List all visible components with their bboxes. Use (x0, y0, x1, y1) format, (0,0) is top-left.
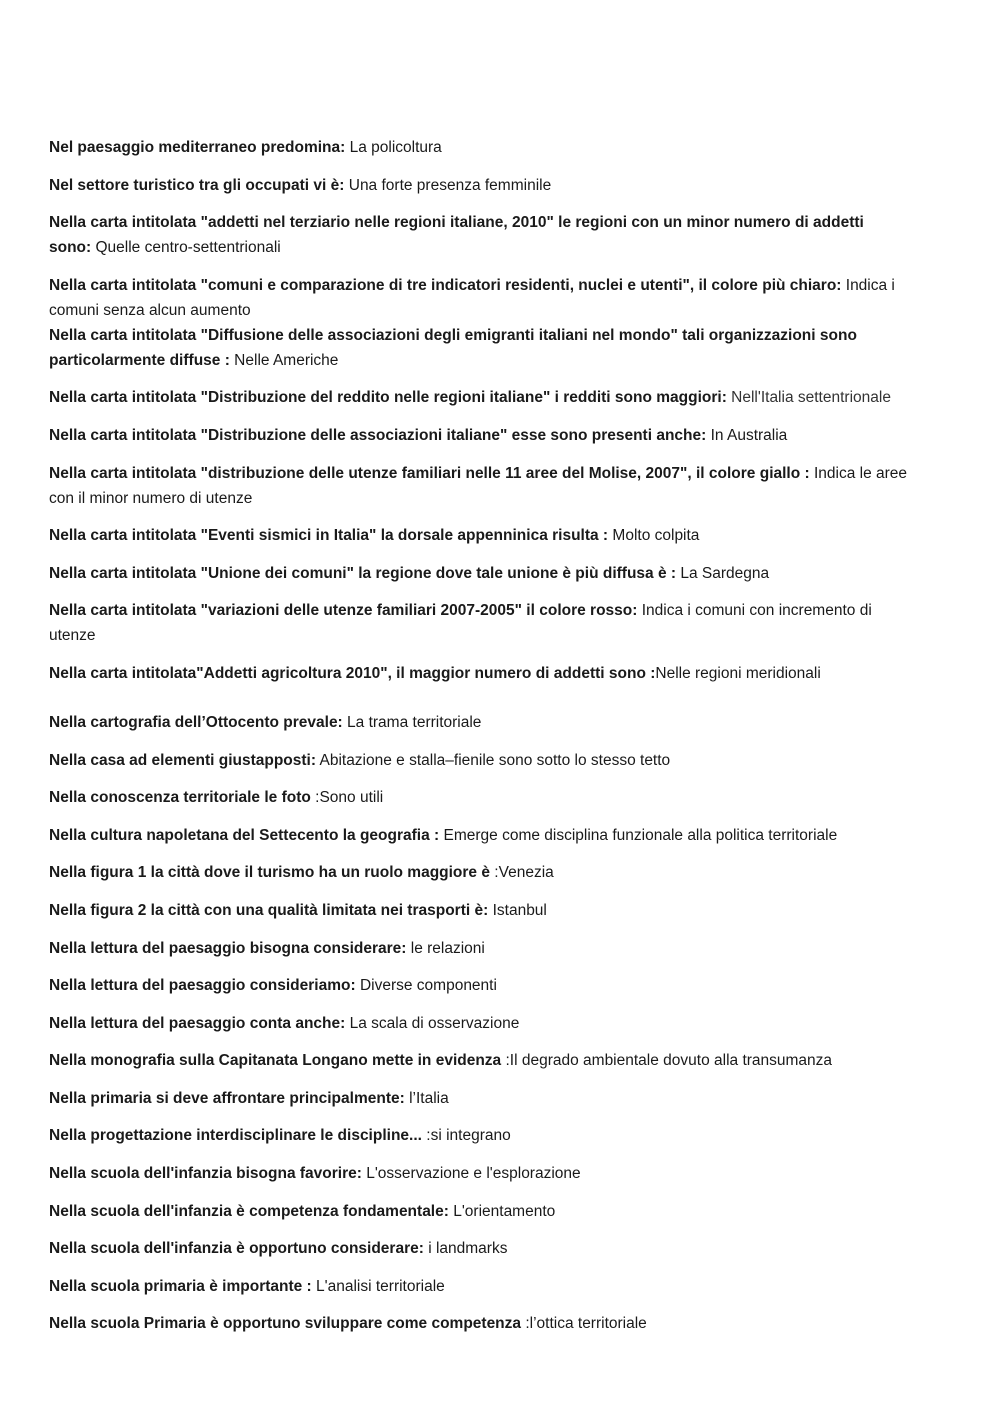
answer: le relazioni (406, 939, 485, 957)
answer: L'osservazione e l'esplorazione (361, 1165, 581, 1183)
question: Nella scuola primaria è importante : (49, 1277, 312, 1295)
qa-item (49, 1086, 909, 1111)
qa-item (49, 1048, 909, 1073)
qa-item (49, 1199, 909, 1224)
answer: La Sardegna (676, 564, 770, 582)
answer: :si integrano (421, 1127, 511, 1145)
question: Nella cartografia dell’Ottocento prevale: (49, 713, 343, 731)
qa-item (49, 1011, 909, 1036)
question: Nella figura 2 la città con una qualità limitata nei trasporti è: (49, 901, 489, 919)
answer: Indica i comuni senza alcun aumento (49, 276, 895, 319)
qa-item (49, 135, 909, 160)
question: Nella primaria si deve affrontare principalmente: (49, 1089, 405, 1107)
qa-item (49, 936, 909, 961)
qa-item (49, 1123, 909, 1148)
qa-item (49, 661, 909, 686)
qa-item (49, 1161, 909, 1186)
qa-item (49, 860, 909, 885)
qa-item (49, 523, 909, 548)
answer: L'orientamento (448, 1202, 556, 1220)
question: Nella scuola dell'infanzia è competenza fondamentale: (49, 1202, 449, 1220)
question: Nella carta intitolata"Addetti agricoltura 2010", il maggior numero di addetti sono : (49, 664, 656, 682)
question: Nella carta intitolata "distribuzione delle utenze familiari nelle 11 aree del Molise, 2007", il colore giallo : (49, 464, 810, 482)
question: Nella lettura del paesaggio conta anche: (49, 1014, 346, 1032)
qa-list (49, 135, 909, 1349)
answer: Nelle regioni meridionali (655, 664, 821, 682)
question: Nella cultura napoletana del Settecento la geografia : (49, 826, 440, 844)
answer: Nell'Italia settentrionale (726, 389, 891, 407)
question: Nella progettazione interdisciplinare le discipline... (49, 1127, 422, 1145)
qa-item (49, 1311, 909, 1336)
qa-item (49, 273, 909, 323)
answer: :Venezia (489, 864, 554, 882)
question: Nella scuola dell'infanzia bisogna favorire: (49, 1165, 362, 1183)
question: Nella carta intitolata "Unione dei comuni" la regione dove tale unione è più diffusa è : (49, 564, 677, 582)
question: Nel paesaggio mediterraneo predomina: (49, 139, 346, 156)
answer: In Australia (706, 426, 788, 444)
answer: i landmarks (423, 1240, 508, 1258)
qa-item (49, 598, 909, 648)
answer: Indica i comuni con incremento di utenze (49, 602, 872, 645)
answer: l’Italia (404, 1089, 449, 1107)
question: Nella monografia sulla Capitanata Longano mette in evidenza (49, 1052, 502, 1070)
qa-item (49, 210, 909, 260)
answer: Quelle centro-settentrionali (91, 239, 281, 257)
qa-item (49, 323, 909, 373)
qa-item (49, 973, 909, 998)
question: Nella casa ad elementi giustapposti: (49, 751, 317, 769)
question: Nella carta intitolata "Diffusione delle associazioni degli emigranti italiani nel mondo" tali organizzazioni sono particolarmente diffuse : (49, 326, 857, 369)
qa-item (49, 898, 909, 923)
question: Nella lettura del paesaggio bisogna considerare: (49, 939, 407, 957)
answer: Indica le aree con il minor numero di utenze (49, 464, 908, 507)
answer: :Il degrado ambientale dovuto alla transumanza (501, 1052, 833, 1070)
question: Nella carta intitolata "Distribuzione del reddito nelle regioni italiane" i redditi sono maggiori: (49, 389, 727, 407)
qa-item (49, 710, 909, 735)
question: Nella figura 1 la città dove il turismo ha un ruolo maggiore è (49, 864, 490, 882)
answer: Istanbul (488, 901, 547, 919)
qa-item (49, 561, 909, 586)
qa-item (49, 748, 909, 773)
question: Nella lettura del paesaggio consideriamo: (49, 977, 356, 995)
question: Nella conoscenza territoriale le foto (49, 789, 311, 807)
qa-item (49, 1274, 909, 1299)
answer: Nelle Americhe (229, 351, 339, 369)
question: Nella carta intitolata "variazioni delle utenze familiari 2007-2005" il colore rosso: (49, 602, 638, 620)
question: Nella carta intitolata "addetti nel terziario nelle regioni italiane, 2010" le regioni con un minor numero di addetti sono: (49, 214, 864, 257)
answer: Abitazione e stalla–fienile sono sotto lo stesso tetto (316, 751, 671, 769)
answer: La policoltura (345, 139, 442, 156)
answer: Una forte presenza femminile (344, 176, 552, 194)
question: Nella carta intitolata "Eventi sismici in Italia" la dorsale appenninica risulta : (49, 527, 609, 545)
question: Nella scuola dell'infanzia è opportuno considerare: (49, 1240, 424, 1258)
question: Nella carta intitolata "Distribuzione delle associazioni italiane" esse sono presenti anche: (49, 426, 707, 444)
answer: :Sono utili (310, 789, 384, 807)
question: Nel settore turistico tra gli occupati vi è: (49, 176, 345, 194)
answer: L'analisi territoriale (311, 1277, 445, 1295)
answer: Diverse componenti (355, 977, 497, 995)
answer: La scala di osservazione (345, 1014, 520, 1032)
qa-item (49, 823, 909, 848)
question: Nella scuola Primaria è opportuno sviluppare come competenza (49, 1315, 522, 1333)
qa-item (49, 1236, 909, 1261)
answer: Molto colpita (608, 527, 700, 545)
qa-item (49, 461, 909, 511)
answer: :l’ottica territoriale (521, 1315, 647, 1333)
answer: Emerge come disciplina funzionale alla politica territoriale (439, 826, 838, 844)
answer: La trama territoriale (342, 713, 482, 731)
qa-item (49, 385, 909, 410)
question: Nella carta intitolata "comuni e comparazione di tre indicatori residenti, nuclei e utenti", il colore più chiaro: (49, 276, 842, 294)
qa-item (49, 785, 909, 810)
qa-item (49, 423, 909, 448)
qa-item (49, 173, 909, 198)
